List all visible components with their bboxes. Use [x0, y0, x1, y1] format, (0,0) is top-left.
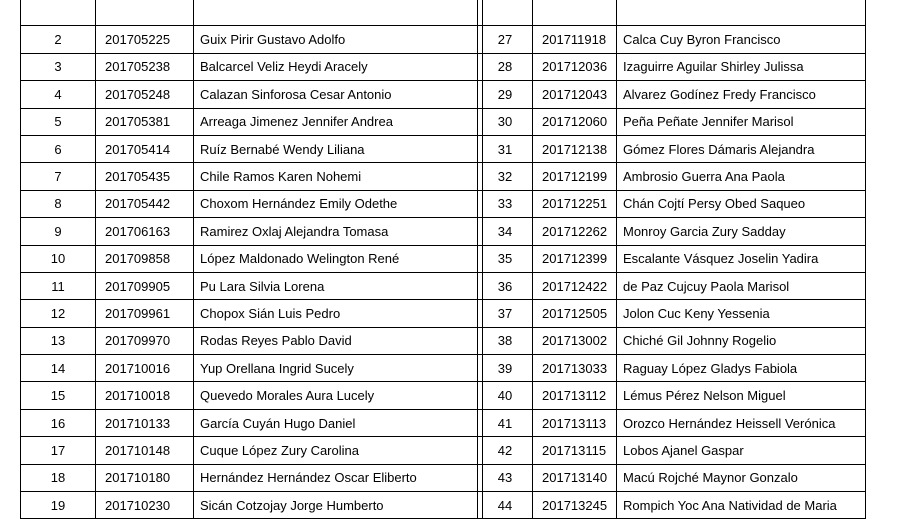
student-id: 201712036	[533, 53, 617, 80]
student-name: García Cuyán Hugo Daniel	[194, 409, 483, 436]
student-table-right	[477, 0, 866, 519]
student-id: 201713140	[533, 464, 617, 491]
row-number: 31	[478, 135, 533, 162]
table-row	[21, 26, 483, 53]
table-row	[478, 437, 866, 464]
table-row	[478, 245, 866, 272]
table-row	[21, 409, 483, 436]
student-id: 201710016	[96, 355, 194, 382]
row-number: 7	[21, 163, 96, 190]
table-row	[478, 327, 866, 354]
student-name: Izaguirre Aguilar Shirley Julissa	[617, 53, 866, 80]
row-number: 13	[21, 327, 96, 354]
student-id: 201712060	[533, 108, 617, 135]
student-name: Arreaga Jimenez Jennifer Andrea	[194, 108, 483, 135]
student-id: 201709858	[96, 245, 194, 272]
row-number: 17	[21, 437, 96, 464]
student-name: Gómez Flores Dámaris Alejandra	[617, 135, 866, 162]
student-name: Alvarez Godínez Fredy Francisco	[617, 81, 866, 108]
student-name: Lémus Pérez Nelson Miguel	[617, 382, 866, 409]
student-id: 201706163	[96, 218, 194, 245]
student-id: 201712422	[533, 272, 617, 299]
table-row	[478, 272, 866, 299]
row-number	[478, 0, 533, 26]
student-id: 201705442	[96, 190, 194, 217]
table-row	[21, 108, 483, 135]
row-number: 28	[478, 53, 533, 80]
student-name	[617, 0, 866, 26]
student-id: 201710180	[96, 464, 194, 491]
row-number: 15	[21, 382, 96, 409]
student-name: Guix Pirir Gustavo Adolfo	[194, 26, 483, 53]
table-row	[478, 53, 866, 80]
student-id: 201712138	[533, 135, 617, 162]
student-name: López Maldonado Welington René	[194, 245, 483, 272]
row-number: 16	[21, 409, 96, 436]
student-name: Yup Orellana Ingrid Sucely	[194, 355, 483, 382]
student-name: Choxom Hernández Emily Odethe	[194, 190, 483, 217]
student-id: 201705381	[96, 108, 194, 135]
student-name: Calazan Sinforosa Cesar Antonio	[194, 81, 483, 108]
student-id: 201713112	[533, 382, 617, 409]
row-number: 33	[478, 190, 533, 217]
row-number: 19	[21, 492, 96, 519]
table-row	[21, 0, 483, 26]
row-number: 34	[478, 218, 533, 245]
table-row	[21, 382, 483, 409]
row-number: 2	[21, 26, 96, 53]
student-id: 201710230	[96, 492, 194, 519]
student-id	[533, 0, 617, 26]
student-name: Balcarcel Veliz Heydi Aracely	[194, 53, 483, 80]
table-row	[21, 190, 483, 217]
row-number: 3	[21, 53, 96, 80]
student-name: Ruíz Bernabé Wendy Liliana	[194, 135, 483, 162]
table-row	[21, 245, 483, 272]
table-row	[21, 81, 483, 108]
student-id: 201710148	[96, 437, 194, 464]
row-number: 8	[21, 190, 96, 217]
student-name: Quevedo Morales Aura Lucely	[194, 382, 483, 409]
student-name: Rodas Reyes Pablo David	[194, 327, 483, 354]
student-name: Peña Peñate Jennifer Marisol	[617, 108, 866, 135]
student-name: Raguay López Gladys Fabiola	[617, 355, 866, 382]
row-number: 6	[21, 135, 96, 162]
student-id: 201710018	[96, 382, 194, 409]
table-row	[478, 135, 866, 162]
table-row	[21, 300, 483, 327]
row-number: 39	[478, 355, 533, 382]
table-row	[478, 382, 866, 409]
row-number: 4	[21, 81, 96, 108]
row-number: 18	[21, 464, 96, 491]
student-id: 201705248	[96, 81, 194, 108]
student-name: Hernández Hernández Oscar Eliberto	[194, 464, 483, 491]
student-id: 201711918	[533, 26, 617, 53]
student-id: 201709905	[96, 272, 194, 299]
student-id: 201705225	[96, 26, 194, 53]
student-id: 201713245	[533, 492, 617, 519]
student-name: Sicán Cotzojay Jorge Humberto	[194, 492, 483, 519]
row-number: 38	[478, 327, 533, 354]
table-row	[478, 26, 866, 53]
student-id: 201712505	[533, 300, 617, 327]
row-number: 29	[478, 81, 533, 108]
student-name: Rompich Yoc Ana Natividad de Maria	[617, 492, 866, 519]
student-name: Escalante Vásquez Joselin Yadira	[617, 245, 866, 272]
row-number: 30	[478, 108, 533, 135]
row-number: 27	[478, 26, 533, 53]
student-name: Chile Ramos Karen Nohemi	[194, 163, 483, 190]
row-number: 36	[478, 272, 533, 299]
row-number: 32	[478, 163, 533, 190]
table-row	[478, 492, 866, 519]
student-name: Ambrosio Guerra Ana Paola	[617, 163, 866, 190]
student-id: 201712262	[533, 218, 617, 245]
row-number: 40	[478, 382, 533, 409]
table-row	[21, 163, 483, 190]
table-row	[478, 218, 866, 245]
row-number: 9	[21, 218, 96, 245]
student-table-left	[20, 0, 483, 519]
student-id: 201709961	[96, 300, 194, 327]
student-name: de Paz Cujcuy Paola Marisol	[617, 272, 866, 299]
row-number: 43	[478, 464, 533, 491]
row-number: 35	[478, 245, 533, 272]
row-number: 14	[21, 355, 96, 382]
student-name: Cuque López Zury Carolina	[194, 437, 483, 464]
student-id: 201709970	[96, 327, 194, 354]
table-row	[478, 163, 866, 190]
student-id: 201712199	[533, 163, 617, 190]
student-name: Macú Rojché Maynor Gonzalo	[617, 464, 866, 491]
student-name: Chán Cojtí Persy Obed Saqueo	[617, 190, 866, 217]
student-id: 201705414	[96, 135, 194, 162]
table-row	[478, 108, 866, 135]
student-id: 201713113	[533, 409, 617, 436]
row-number: 41	[478, 409, 533, 436]
student-name: Jolon Cuc Keny Yessenia	[617, 300, 866, 327]
table-row	[21, 464, 483, 491]
student-id	[96, 0, 194, 26]
student-id: 201713115	[533, 437, 617, 464]
row-number: 42	[478, 437, 533, 464]
row-number: 10	[21, 245, 96, 272]
student-name: Monroy Garcia Zury Sadday	[617, 218, 866, 245]
student-id: 201705435	[96, 163, 194, 190]
table-row	[21, 53, 483, 80]
student-name	[194, 0, 483, 26]
table-row	[21, 437, 483, 464]
row-number: 37	[478, 300, 533, 327]
table-row	[478, 81, 866, 108]
table-row	[478, 0, 866, 26]
student-name: Orozco Hernández Heissell Verónica	[617, 409, 866, 436]
student-id: 201710133	[96, 409, 194, 436]
table-row	[21, 135, 483, 162]
table-row	[21, 492, 483, 519]
table-row	[21, 272, 483, 299]
table-row	[478, 464, 866, 491]
row-number: 12	[21, 300, 96, 327]
row-number: 44	[478, 492, 533, 519]
student-name: Lobos Ajanel Gaspar	[617, 437, 866, 464]
table-row	[21, 327, 483, 354]
student-name: Chopox Sián Luis Pedro	[194, 300, 483, 327]
student-id: 201713033	[533, 355, 617, 382]
table-row	[478, 409, 866, 436]
student-name: Chiché Gil Johnny Rogelio	[617, 327, 866, 354]
table-row	[478, 190, 866, 217]
row-number: 5	[21, 108, 96, 135]
row-number: 11	[21, 272, 96, 299]
table-row	[21, 355, 483, 382]
student-id: 201712251	[533, 190, 617, 217]
table-row	[478, 300, 866, 327]
student-id: 201712399	[533, 245, 617, 272]
table-row	[21, 218, 483, 245]
table-row	[478, 355, 866, 382]
student-id: 201705238	[96, 53, 194, 80]
student-name: Ramirez Oxlaj Alejandra Tomasa	[194, 218, 483, 245]
student-id: 201713002	[533, 327, 617, 354]
student-id: 201712043	[533, 81, 617, 108]
student-name: Pu Lara Silvia Lorena	[194, 272, 483, 299]
row-number	[21, 0, 96, 26]
student-name: Calca Cuy Byron Francisco	[617, 26, 866, 53]
